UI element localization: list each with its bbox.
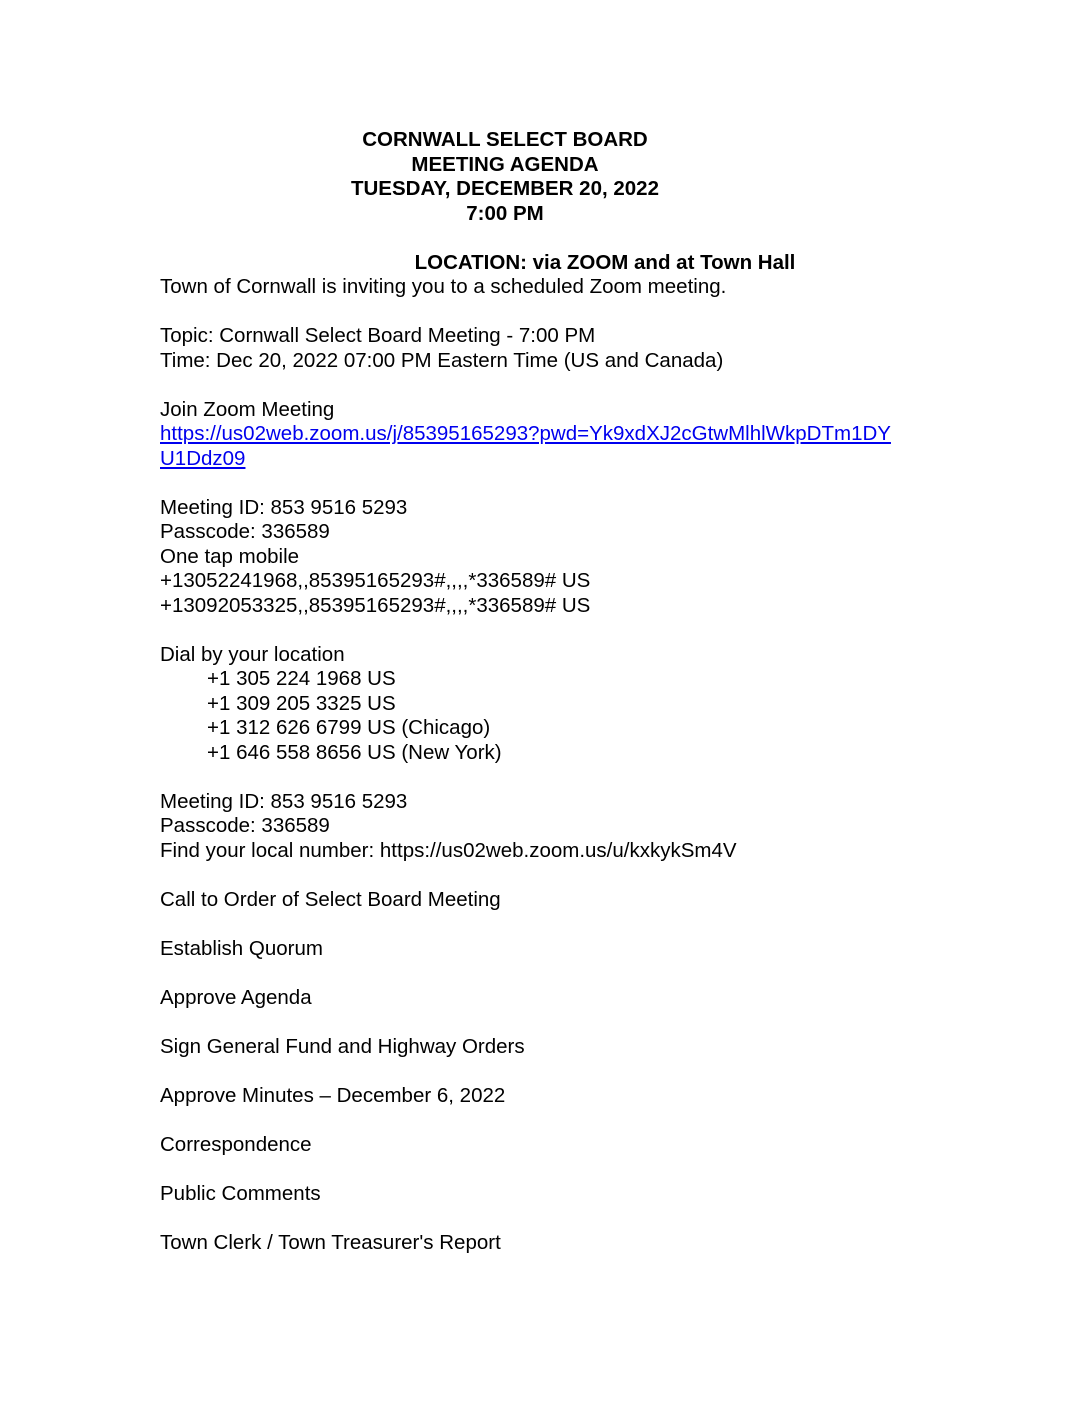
agenda-item: Approve Minutes – December 6, 2022 — [160, 1083, 506, 1107]
agenda-item: Public Comments — [160, 1181, 321, 1205]
zoom-join-link-line2[interactable]: U1Ddz09 — [160, 446, 246, 470]
zoom-join-link-line1[interactable]: https://us02web.zoom.us/j/85395165293?pwd=Yk9xdXJ2cGtwMlhlWkpDTm1DY — [160, 422, 891, 445]
agenda-item: Town Clerk / Town Treasurer's Report — [160, 1230, 501, 1254]
agenda-item: Sign General Fund and Highway Orders — [160, 1034, 525, 1058]
dial-number: +1 646 558 8656 US (New York) — [207, 740, 502, 764]
meeting-topic: Topic: Cornwall Select Board Meeting - 7:00 PM — [160, 324, 596, 347]
join-label: Join Zoom Meeting — [160, 397, 335, 421]
one-tap-label: One tap mobile — [160, 544, 300, 568]
meeting-date: TUESDAY, DECEMBER 20, 2022 — [350, 177, 659, 200]
document-type: MEETING AGENDA — [411, 152, 599, 176]
meeting-location: LOCATION: via ZOOM and at Town Hall — [414, 250, 796, 274]
meeting-time: 7:00 PM — [466, 201, 544, 225]
agenda-heading — [160, 128, 850, 226]
dial-number: +1 305 224 1968 US — [207, 667, 396, 690]
agenda-item: Establish Quorum — [160, 936, 323, 960]
passcode: Passcode: 336589 — [160, 520, 330, 543]
agenda-item: Call to Order of Select Board Meeting — [160, 887, 501, 911]
meeting-id: Meeting ID: 853 9516 5293 — [160, 495, 408, 519]
dial-number: +1 312 626 6799 US (Chicago) — [207, 716, 491, 739]
meeting-time-detail: Time: Dec 20, 2022 07:00 PM Eastern Time (US and Canada) — [160, 348, 724, 372]
passcode: Passcode: 336589 — [160, 814, 330, 837]
agenda-document — [160, 128, 940, 1255]
board-name: CORNWALL SELECT BOARD — [362, 128, 648, 151]
dial-number: +1 309 205 3325 US — [207, 691, 396, 715]
invite-line: Town of Cornwall is inviting you to a scheduled Zoom meeting. — [160, 275, 727, 298]
dial-label: Dial by your location — [160, 642, 345, 666]
one-tap-number: +13092053325,,85395165293#,,,,*336589# US — [160, 593, 591, 617]
agenda-item: Approve Agenda — [160, 985, 312, 1009]
agenda-item: Correspondence — [160, 1132, 312, 1156]
zoom-join-link[interactable] — [160, 422, 940, 471]
find-local-number: Find your local number: https://us02web.zoom.us/u/kxkykSm4V — [160, 838, 737, 862]
one-tap-number: +13052241968,,85395165293#,,,,*336589# US — [160, 569, 591, 592]
meeting-id: Meeting ID: 853 9516 5293 — [160, 789, 408, 813]
